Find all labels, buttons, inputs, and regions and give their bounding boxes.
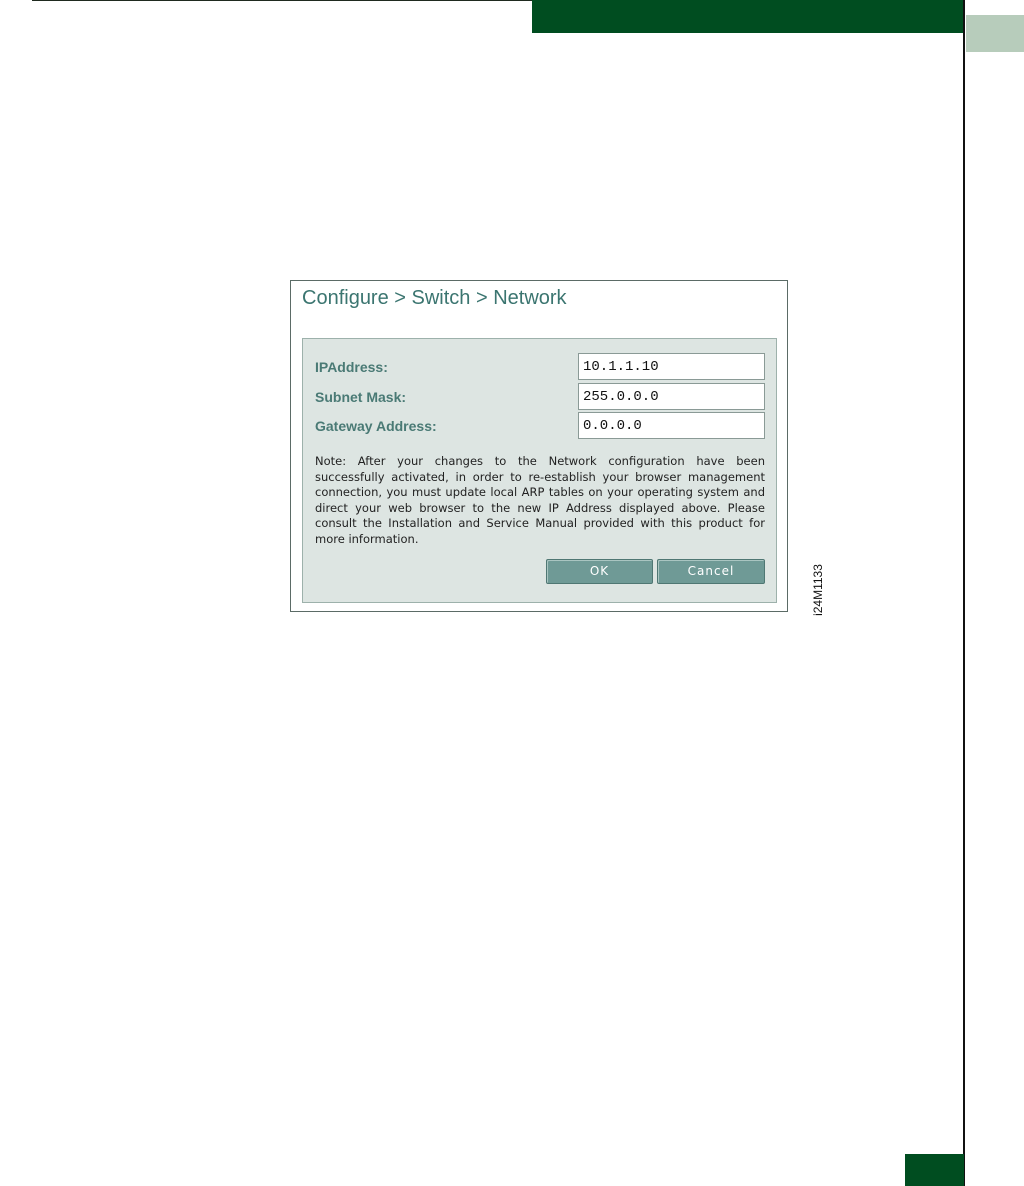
margin-rule	[963, 0, 965, 1186]
header-bar	[532, 0, 964, 33]
gateway-address-input[interactable]	[578, 412, 765, 439]
dialog-title: Configure > Switch > Network	[302, 287, 567, 309]
ip-address-label: IPAddress:	[315, 359, 388, 375]
ip-address-input[interactable]	[578, 353, 765, 380]
settings-panel	[302, 338, 777, 603]
cancel-button[interactable]: Cancel	[657, 559, 765, 584]
figure-id: i24M1133	[811, 564, 825, 616]
network-config-dialog	[290, 280, 788, 612]
gateway-address-row	[315, 412, 765, 440]
subnet-mask-label: Subnet Mask:	[315, 389, 407, 405]
subnet-mask-input[interactable]	[578, 383, 765, 410]
page-footer-block	[905, 1154, 964, 1186]
ip-address-row	[315, 353, 765, 381]
chapter-tab	[966, 15, 1024, 52]
gateway-address-label: Gateway Address:	[315, 418, 437, 434]
subnet-mask-row	[315, 383, 765, 411]
ok-button[interactable]: OK	[546, 559, 653, 584]
note-text: Note: After your changes to the Network configuration have been successfully activated, in order to re-establish your browser management connection, you must update local ARP tables on your operating system and direct your web browser to the new IP Address displayed above. Please consult the Installation and Service Manual provided with this product for more information.	[315, 454, 765, 546]
top-rule	[32, 0, 532, 1]
